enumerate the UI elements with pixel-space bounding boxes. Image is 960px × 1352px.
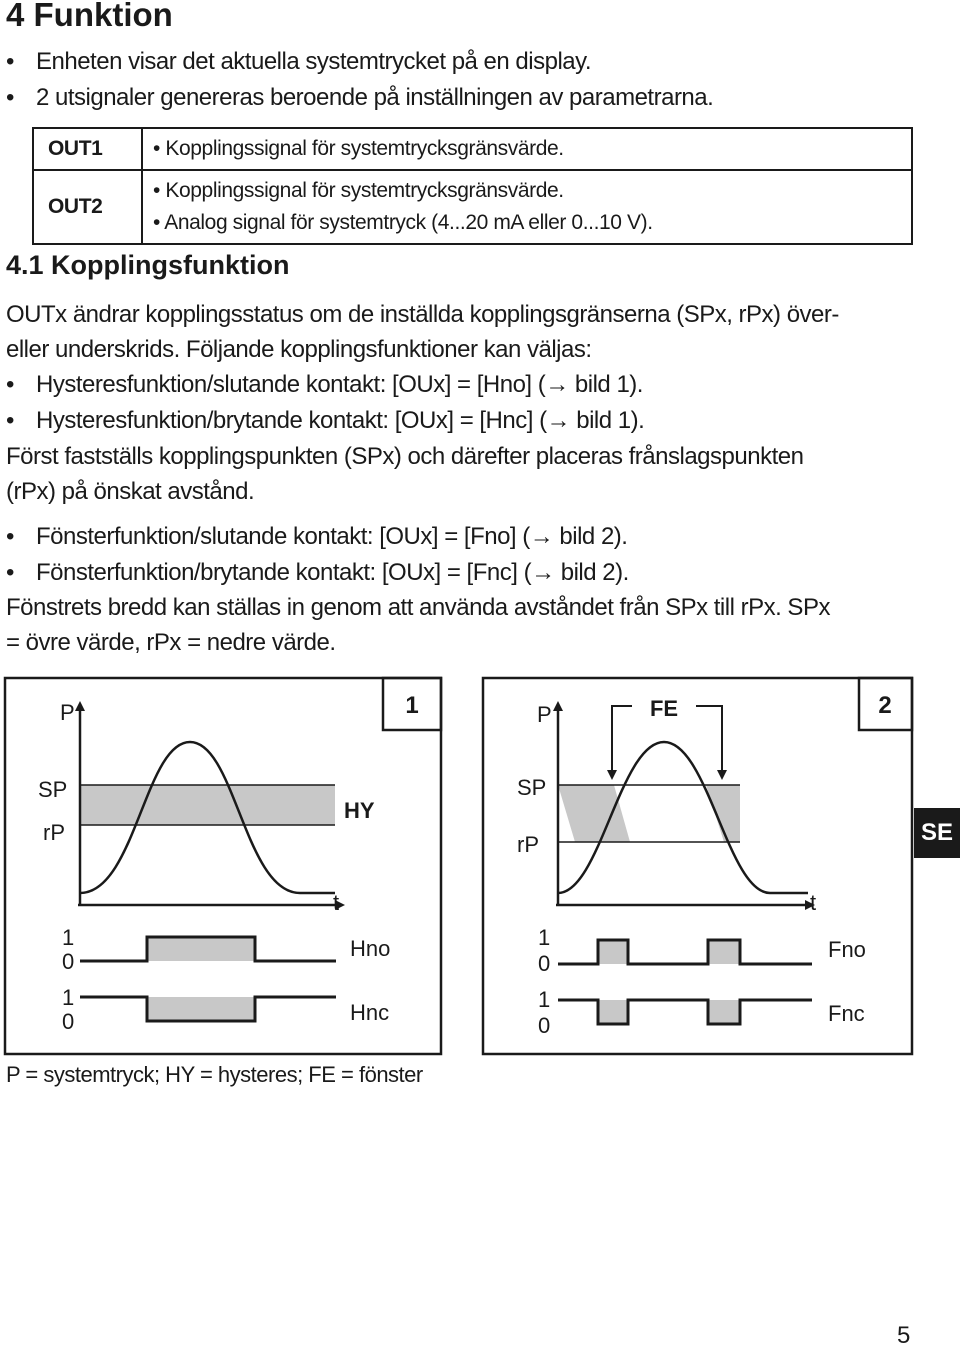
language-tab: SE bbox=[914, 808, 960, 858]
window-shade-right bbox=[706, 785, 740, 842]
paragraph: (rPx) på önskat avstånd. bbox=[6, 478, 255, 505]
paragraph: = övre värde, rPx = nedre värde. bbox=[6, 629, 336, 656]
output-key: OUT1 bbox=[33, 128, 142, 170]
output-description: • Kopplingssignal för systemtrycksgränsvärde. bbox=[142, 128, 912, 170]
fno-signal bbox=[558, 940, 812, 964]
fe-arrow-right bbox=[696, 706, 722, 775]
svg-text:0: 0 bbox=[538, 951, 551, 976]
window-shade-left bbox=[558, 785, 630, 842]
fe-arrow-left bbox=[612, 706, 632, 775]
fno-label: Fno bbox=[828, 937, 866, 962]
p-axis-label: P bbox=[537, 702, 552, 727]
figure-2-number: 2 bbox=[878, 692, 892, 719]
fnc-label: Fnc bbox=[828, 1001, 865, 1026]
figure-1-number: 1 bbox=[405, 692, 419, 719]
sp-label: SP bbox=[517, 775, 547, 800]
paragraph: Fönstrets bredd kan ställas in genom att använda avståndet från SPx till rPx. SPx bbox=[6, 594, 830, 621]
hysteresis-band bbox=[80, 785, 335, 825]
fnc-signal bbox=[558, 1000, 812, 1024]
figure-1 bbox=[5, 678, 441, 1054]
t-label: t bbox=[810, 890, 817, 915]
svg-text:1: 1 bbox=[538, 925, 551, 950]
fe-label: FE bbox=[649, 696, 679, 721]
svg-text:1: 1 bbox=[62, 985, 75, 1010]
figure-legend: P = systemtryck; HY = hysteres; FE = fönster bbox=[6, 1062, 423, 1087]
paragraph: Först fastställs kopplingspunkten (SPx) och därefter placeras frånslagspunkten bbox=[6, 443, 804, 470]
svg-text:0: 0 bbox=[538, 1013, 551, 1038]
svg-text:0: 0 bbox=[62, 1009, 75, 1034]
svg-text:0: 0 bbox=[62, 949, 75, 974]
rp-label: rP bbox=[517, 832, 539, 857]
paragraph: OUTx ändrar kopplingsstatus om de inställda kopplingsgränserna (SPx, rPx) över- bbox=[6, 301, 839, 328]
svg-text:1: 1 bbox=[62, 925, 75, 950]
paragraph: eller underskrids. Följande kopplingsfunktioner kan väljas: bbox=[6, 336, 592, 363]
output-key: OUT2 bbox=[33, 170, 142, 244]
section-heading: 4.1 Kopplingsfunktion bbox=[6, 250, 290, 280]
output-description: • Kopplingssignal för systemtrycksgränsvärde. • Analog signal för systemtryck (4...20 mA eller 0...10 V). bbox=[142, 170, 912, 244]
hy-label: HY bbox=[344, 798, 375, 823]
sp-label: SP bbox=[38, 777, 68, 802]
hno-label: Hno bbox=[350, 936, 391, 961]
hnc-label: Hnc bbox=[350, 1000, 390, 1025]
page-heading: 4 Funktion bbox=[6, 0, 173, 33]
p-axis-label: P bbox=[60, 700, 75, 725]
t-label: t bbox=[333, 890, 340, 915]
page-number: 5 bbox=[897, 1322, 911, 1349]
figure-2 bbox=[483, 678, 912, 1054]
svg-text:1: 1 bbox=[538, 987, 551, 1012]
rp-label: rP bbox=[43, 820, 65, 845]
